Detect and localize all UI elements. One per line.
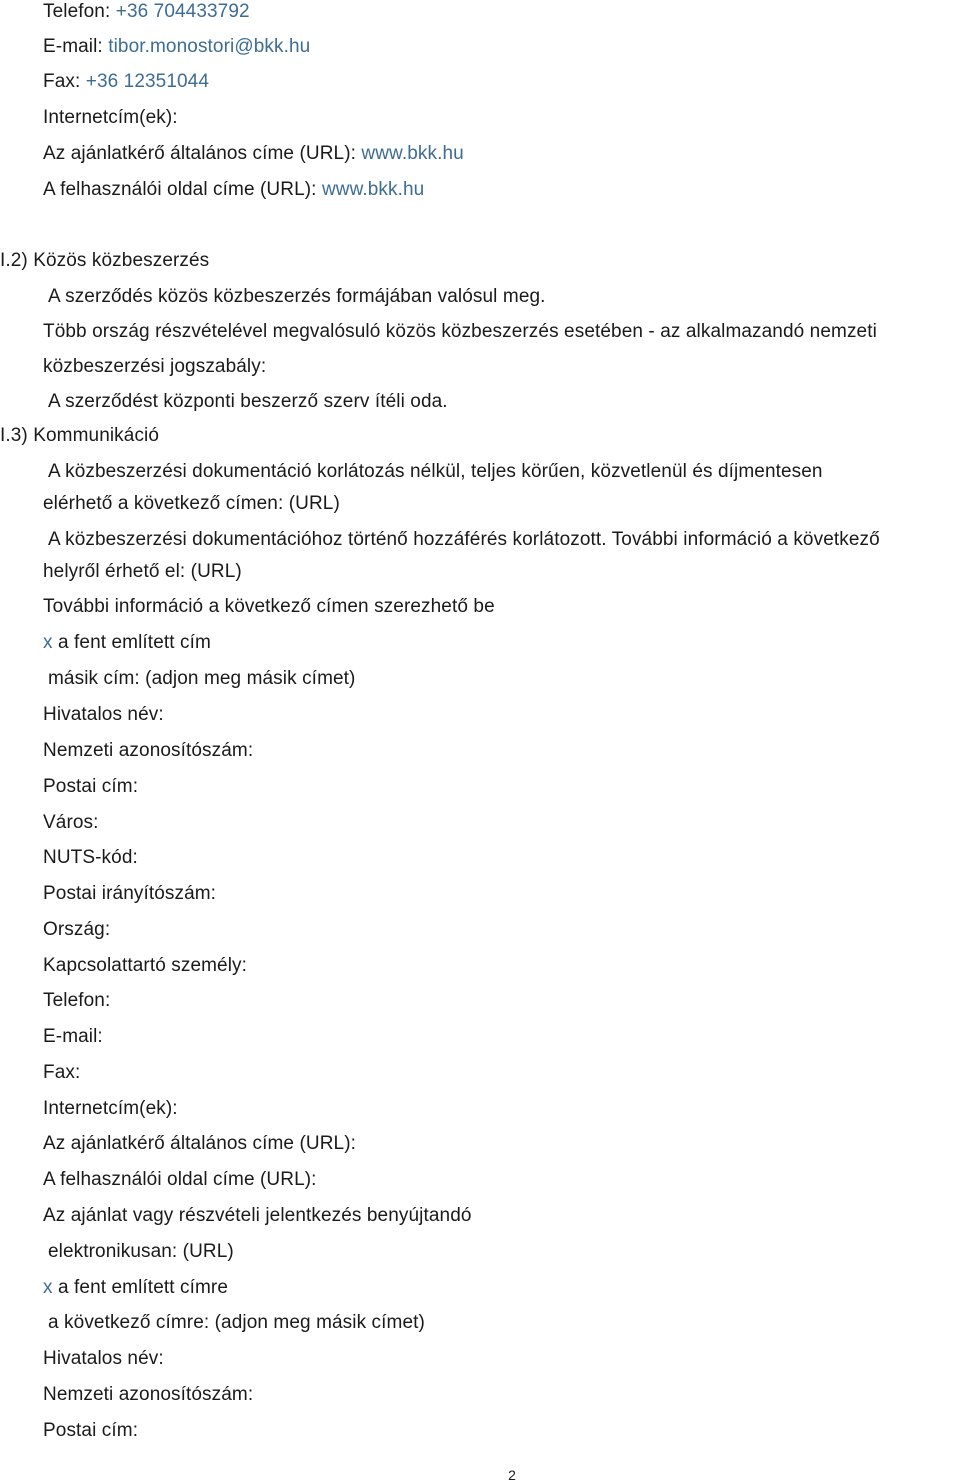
field-fax: Fax: — [43, 1062, 81, 1083]
field2-national-id: Nemzeti azonosítószám: — [43, 1384, 254, 1405]
field-general-url: Az ajánlatkérő általános címe (URL): — [43, 1133, 357, 1154]
fax-label: Fax: — [43, 71, 81, 92]
to-following-address-option: a következő címre: (adjon meg másik címet) — [48, 1312, 425, 1333]
field-official-name: Hivatalos név: — [43, 704, 164, 725]
above-address-option — [43, 631, 211, 655]
phone-value[interactable]: +36 704433792 — [115, 1, 250, 22]
submission-text: Az ajánlat vagy részvételi jelentkezés benyújtandó — [43, 1205, 472, 1226]
section-i3-heading: I.3) Kommunikáció — [0, 425, 160, 446]
field2-official-name: Hivatalos név: — [43, 1348, 164, 1369]
phone-line — [43, 0, 250, 24]
to-above-address-option — [43, 1276, 228, 1300]
unrestricted-access-text-1: A közbeszerzési dokumentáció korlátozás nélkül, teljes körűen, közvetlenül és díjmentesen — [48, 461, 823, 482]
general-url-link[interactable]: www.bkk.hu — [361, 143, 464, 164]
submission-electronic-text: elektronikusan: (URL) — [48, 1241, 234, 1262]
joint-procurement-text: A szerződés közös közbeszerzés formájában valósul meg. — [48, 286, 546, 307]
restricted-access-text-1: A közbeszerzési dokumentációhoz történő hozzáférés korlátozott. További információ a következő — [48, 529, 880, 550]
email-link[interactable]: tibor.monostori@bkk.hu — [108, 36, 311, 57]
email-label: E-mail: — [43, 36, 103, 57]
check-mark: x — [43, 632, 53, 653]
general-url-line — [43, 142, 464, 166]
more-info-text: További információ a következő címen szerezhető be — [43, 596, 495, 617]
phone-label: Telefon: — [43, 1, 111, 22]
field-phone: Telefon: — [43, 990, 111, 1011]
multi-country-text-2: közbeszerzési jogszabály: — [43, 356, 267, 377]
field-country: Ország: — [43, 919, 111, 940]
field-nuts-code: NUTS-kód: — [43, 847, 138, 868]
to-above-address-label: a fent említett címre — [58, 1277, 228, 1298]
field-postal-code: Postai irányítószám: — [43, 883, 217, 904]
section-i2-heading: I.2) Közös közbeszerzés — [0, 250, 210, 271]
buyer-profile-link[interactable]: www.bkk.hu — [321, 179, 425, 200]
restricted-access-text-2: helyről érhető el: (URL) — [43, 561, 242, 582]
buyer-profile-line — [43, 178, 424, 202]
other-address-option: másik cím: (adjon meg másik címet) — [48, 668, 356, 689]
email-line — [43, 35, 310, 59]
buyer-profile-label: A felhasználói oldal címe (URL): — [43, 179, 317, 200]
internet-label: Internetcím(ek): — [43, 107, 178, 128]
above-address-label: a fent említett cím — [58, 632, 211, 653]
general-url-label: Az ajánlatkérő általános címe (URL): — [43, 143, 357, 164]
central-purchasing-text: A szerződést központi beszerző szerv ítéli oda. — [48, 391, 448, 412]
field-email: E-mail: — [43, 1026, 103, 1047]
fax-value[interactable]: +36 12351044 — [85, 71, 209, 92]
unrestricted-access-text-2: elérhető a következő címen: (URL) — [43, 493, 340, 514]
fax-line — [43, 70, 209, 94]
field2-postal-address: Postai cím: — [43, 1420, 139, 1441]
field-buyer-profile-url: A felhasználói oldal címe (URL): — [43, 1169, 317, 1190]
page-number: 2 — [508, 1467, 516, 1483]
check-mark-2: x — [43, 1277, 53, 1298]
field-internet: Internetcím(ek): — [43, 1098, 178, 1119]
field-postal-address: Postai cím: — [43, 776, 139, 797]
multi-country-text-1: Több ország részvételével megvalósuló közös közbeszerzés esetében - az alkalmazandó nemzeti — [43, 321, 877, 342]
field-city: Város: — [43, 812, 99, 833]
field-national-id: Nemzeti azonosítószám: — [43, 740, 254, 761]
field-contact-person: Kapcsolattartó személy: — [43, 955, 247, 976]
